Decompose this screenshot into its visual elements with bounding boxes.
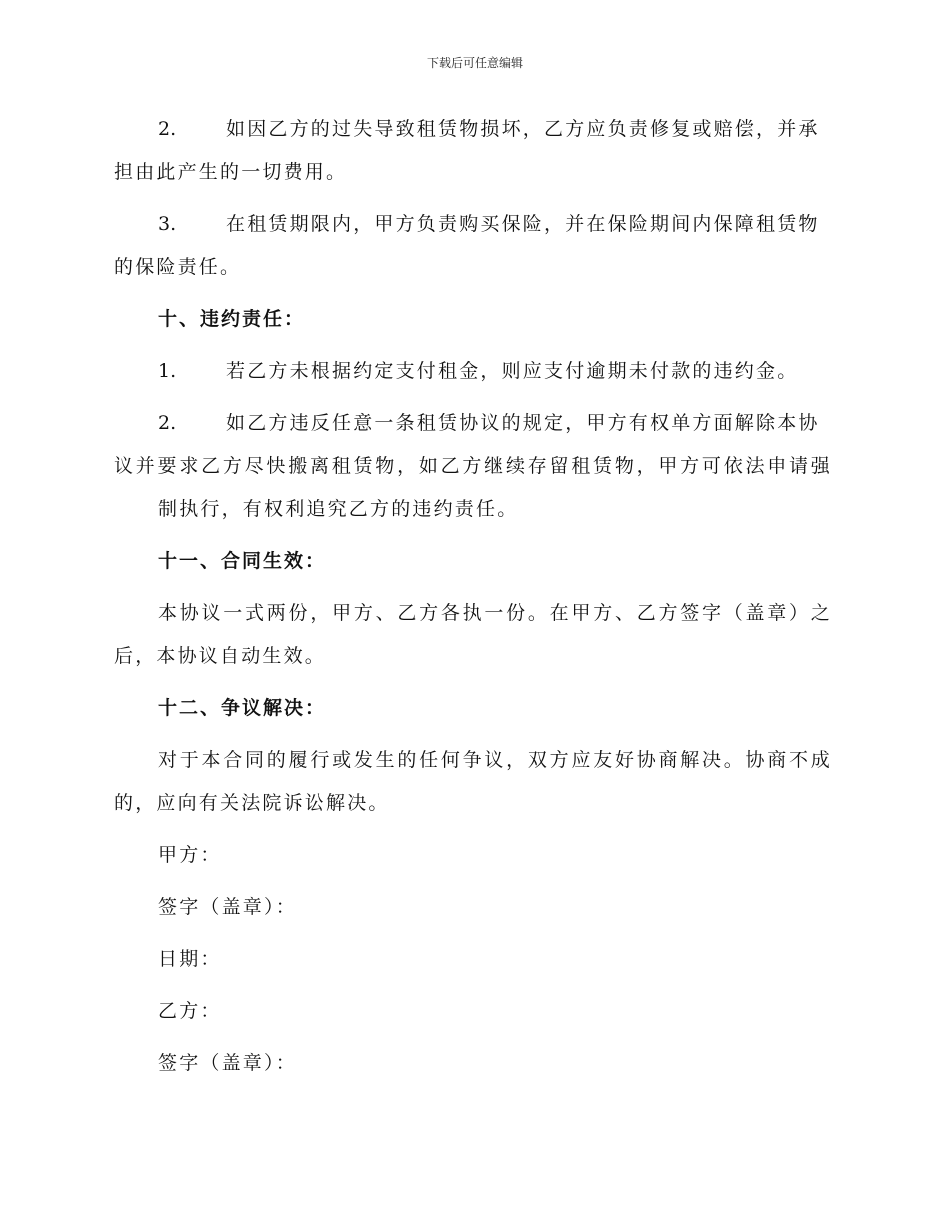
party-a-label: 甲方： <box>158 844 222 866</box>
paragraph: 对于本合同的履行或发生的任何争议，双方应友好协商解决。协商不成的，应向有关法院诉讼解决。 <box>114 749 832 814</box>
clause-text: 在租赁期限内，甲方负责购买保险，并在保险期间内保障租赁物 <box>226 213 820 235</box>
clause-item <box>114 108 832 194</box>
date-label: 日期： <box>158 948 222 970</box>
clause-text: 若乙方未根据约定支付租金，则应支付逾期未付款的违约金。 <box>226 360 799 382</box>
signature-label: 签字（盖章）： <box>158 1052 297 1074</box>
clause-number: 1. <box>158 360 177 382</box>
clause-number: 3. <box>158 213 177 235</box>
clause-item <box>114 350 832 393</box>
party-b-label: 乙方： <box>158 1000 222 1022</box>
clause-text: 如乙方违反任意一条租赁协议的规定，甲方有权单方面解除本协 <box>226 412 820 434</box>
clause-text-continued: 的保险责任。 <box>114 256 242 278</box>
section-heading: 十、违约责任： <box>158 308 306 330</box>
paragraph: 本协议一式两份，甲方、乙方各执一份。在甲方、乙方签字（盖章）之后，本协议自动生效。 <box>114 602 832 667</box>
document-body <box>114 108 832 1094</box>
clause-text: 如因乙方的过失导致租赁物损坏，乙方应负责修复或赔偿，并承 <box>226 118 820 140</box>
clause-number: 2. <box>158 118 177 140</box>
signature-label: 签字（盖章）： <box>158 896 297 918</box>
page-header: 下载后可任意编辑 <box>426 56 523 70</box>
clause-text-continued: 议并要求乙方尽快搬离租赁物，如乙方继续存留租赁物，甲方可依法申请强制执行，有权利追究乙方的违约责任。 <box>114 455 832 520</box>
section-heading: 十一、合同生效： <box>158 550 327 572</box>
clause-item <box>114 203 832 289</box>
section-heading: 十二、争议解决： <box>158 697 327 719</box>
clause-text-continued: 担由此产生的一切费用。 <box>114 161 348 183</box>
clause-number: 2. <box>158 412 177 434</box>
clause-item <box>114 402 832 531</box>
